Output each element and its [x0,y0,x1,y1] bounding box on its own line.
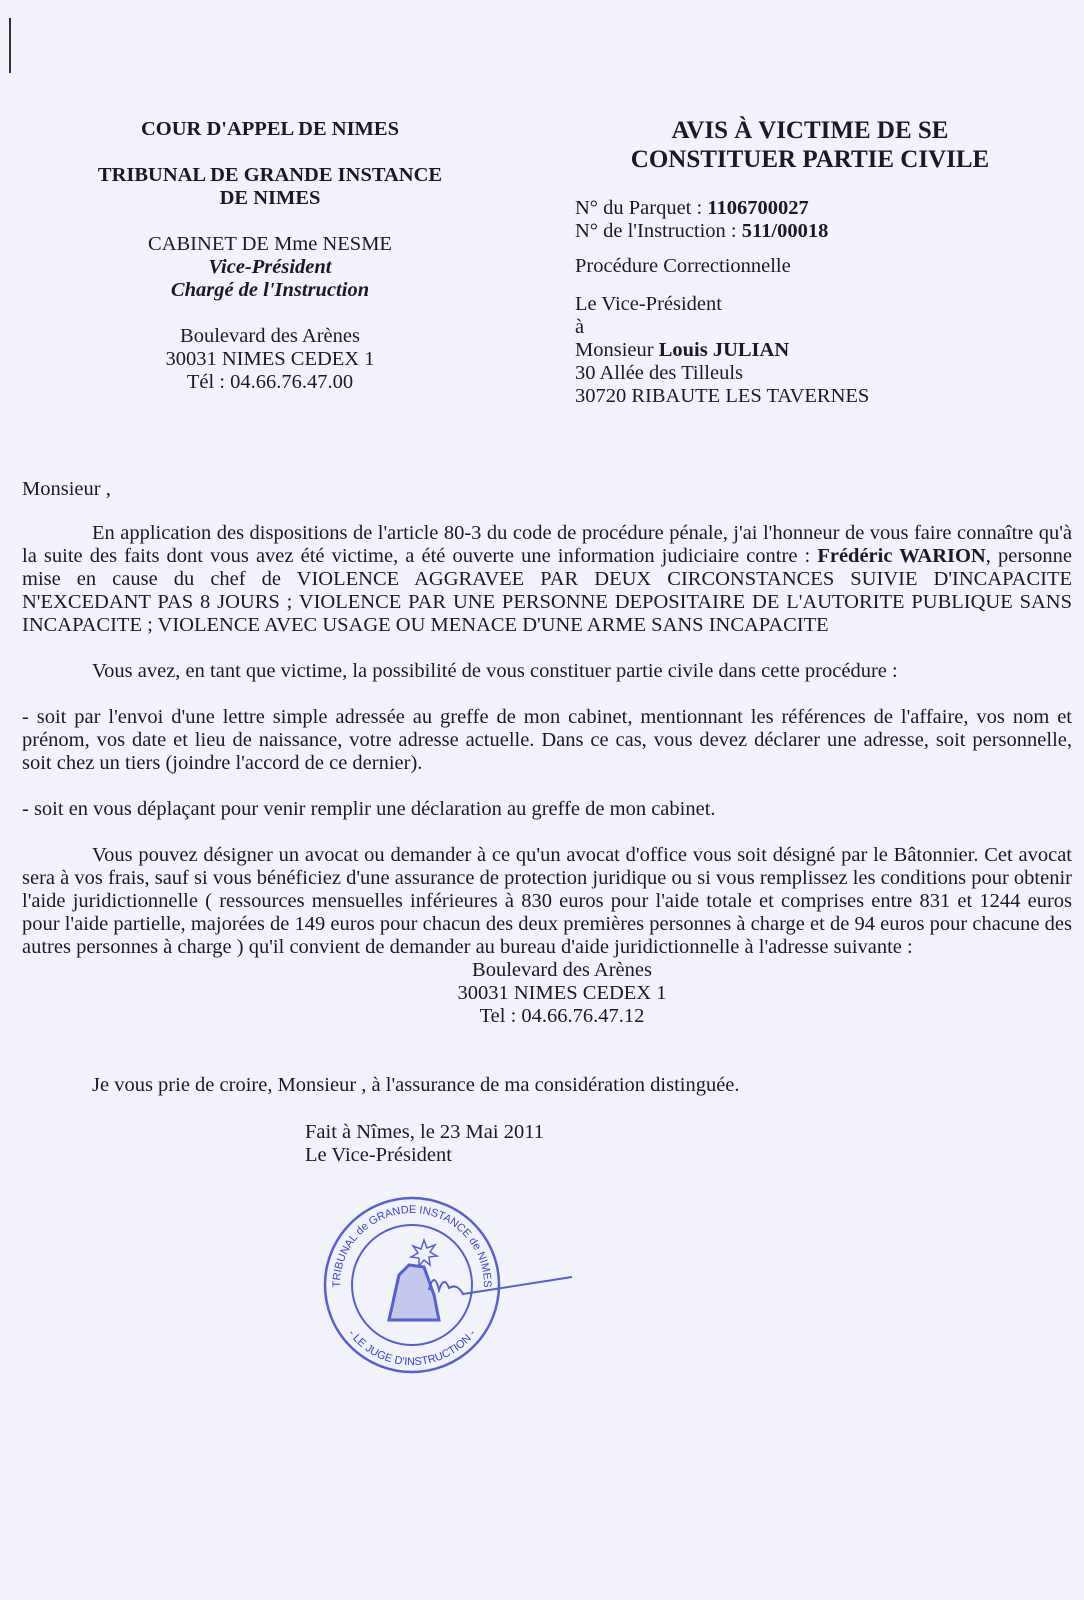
court-address1: Boulevard des Arènes [180,325,360,347]
sender: Le Vice-Président [575,293,722,315]
stamp-bottom-text: - LE JUGE D'INSTRUCTION - [345,1327,479,1369]
court-name: COUR D'APPEL DE NIMES [141,118,399,140]
court-address2: 30031 NIMES CEDEX 1 [165,348,375,370]
paragraph-options: Vous avez, en tant que victime, la possibilité de vous constituer partie civile dans cette procédure : [92,660,898,682]
court-phone: Tél : 04.66.76.47.00 [186,371,354,393]
title-line2: CONSTITUER PARTIE CIVILE [630,146,990,173]
instruction-number: N° de l'Instruction : 511/00018 [575,220,829,242]
tribunal-line1: TRIBUNAL DE GRANDE INSTANCE [97,164,443,186]
scan-mark [9,18,11,73]
role2: Chargé de l'Instruction [170,279,370,301]
stamp-top-text: TRIBUNAL de GRANDE INSTANCE de NIMES [330,1204,494,1288]
role1: Vice-Président [208,256,332,278]
option-visit: - soit en vous déplaçant pour venir remplir une déclaration au greffe de mon cabinet. [22,798,716,820]
cabinet: CABINET DE Mme NESME [148,233,392,255]
closing: Je vous prie de croire, Monsieur , à l'assurance de ma considération distinguée. [92,1074,740,1096]
aid-phone: Tel : 04.66.76.47.12 [479,1005,645,1027]
tribunal-line2: DE NIMES [219,187,321,209]
document-title [560,116,1060,174]
letter-body [22,478,1072,1440]
recipient-address1: 30 Allée des Tilleuls [575,362,744,384]
court-header [40,118,500,394]
paragraph-lawyer: Vous pouvez désigner un avocat ou demander à ce qu'un avocat d'office vous soit désigné par le Bâtonnier. Cet avocat sera à vos frais, sauf si vous bénéficiez d'une assurance de protection juridique ou si vous remplissez les conditions pour obtenir l'aide juridictionnelle ( ressources mensuelles inférieures à 830 euros pour l'aide totale et comprises entre 831 et 1244 euros pour l'aide partielle, majorées de 149 euros pour chacun des deux premières personnes à charge et de 94 euros pour chacune des autres personnes à charge ) qu'il convient de demander au bureau d'aide juridictionnelle à l'adresse suivante : [22,844,1072,958]
case-info [575,197,1055,408]
parquet-number: N° du Parquet : 1106700027 [575,197,809,219]
signatory: Le Vice-Président [305,1144,452,1166]
paragraph-information: En application des dispositions de l'article 80-3 du code de procédure pénale, j'ai l'honneur de vous faire connaître qu'à la suite des faits dont vous avez été victime, a été ouverte une information judiciaire contre : Frédéric WARION, personne mise en cause du chef de VIOLENCE AGGRAVEE PAR DEUX CIRCONSTANCES SUIVIE D'INCAPACITE N'EXCEDANT PAS 8 JOURS ; VIOLENCE PAR UNE PERSONNE DEPOSITAIRE DE L'AUTORITE PUBLIQUE SANS INCAPACITE ; VIOLENCE AVEC USAGE OU MENACE D'UNE ARME SANS INCAPACITE [22,522,1072,636]
court-stamp [322,1195,582,1380]
procedure: Procédure Correctionnelle [575,255,791,277]
aid-address [262,959,862,1028]
to: à [575,316,585,338]
aid-address2: 30031 NIMES CEDEX 1 [457,982,667,1004]
svg-text:- LE JUGE D'INSTRUCTION - [346,1327,479,1368]
place-date: Fait à Nîmes, le 23 Mai 2011 [305,1121,544,1143]
aid-address1: Boulevard des Arènes [472,959,652,981]
option-letter: - soit par l'envoi d'une lettre simple adressée au greffe de mon cabinet, mentionnant les références de l'affaire, vos nom et prénom, vos date et lieu de naissance, votre adresse actuelle. Dans ce cas, vous devez déclarer une adresse, soit personnelle, soit chez un tiers (joindre l'accord de ce dernier). [22,706,1072,774]
salutation: Monsieur , [22,478,111,500]
recipient-address2: 30720 RIBAUTE LES TAVERNES [575,385,870,407]
recipient: Monsieur Louis JULIAN [575,339,790,361]
title-line1: AVIS À VICTIME DE SE [671,117,949,144]
